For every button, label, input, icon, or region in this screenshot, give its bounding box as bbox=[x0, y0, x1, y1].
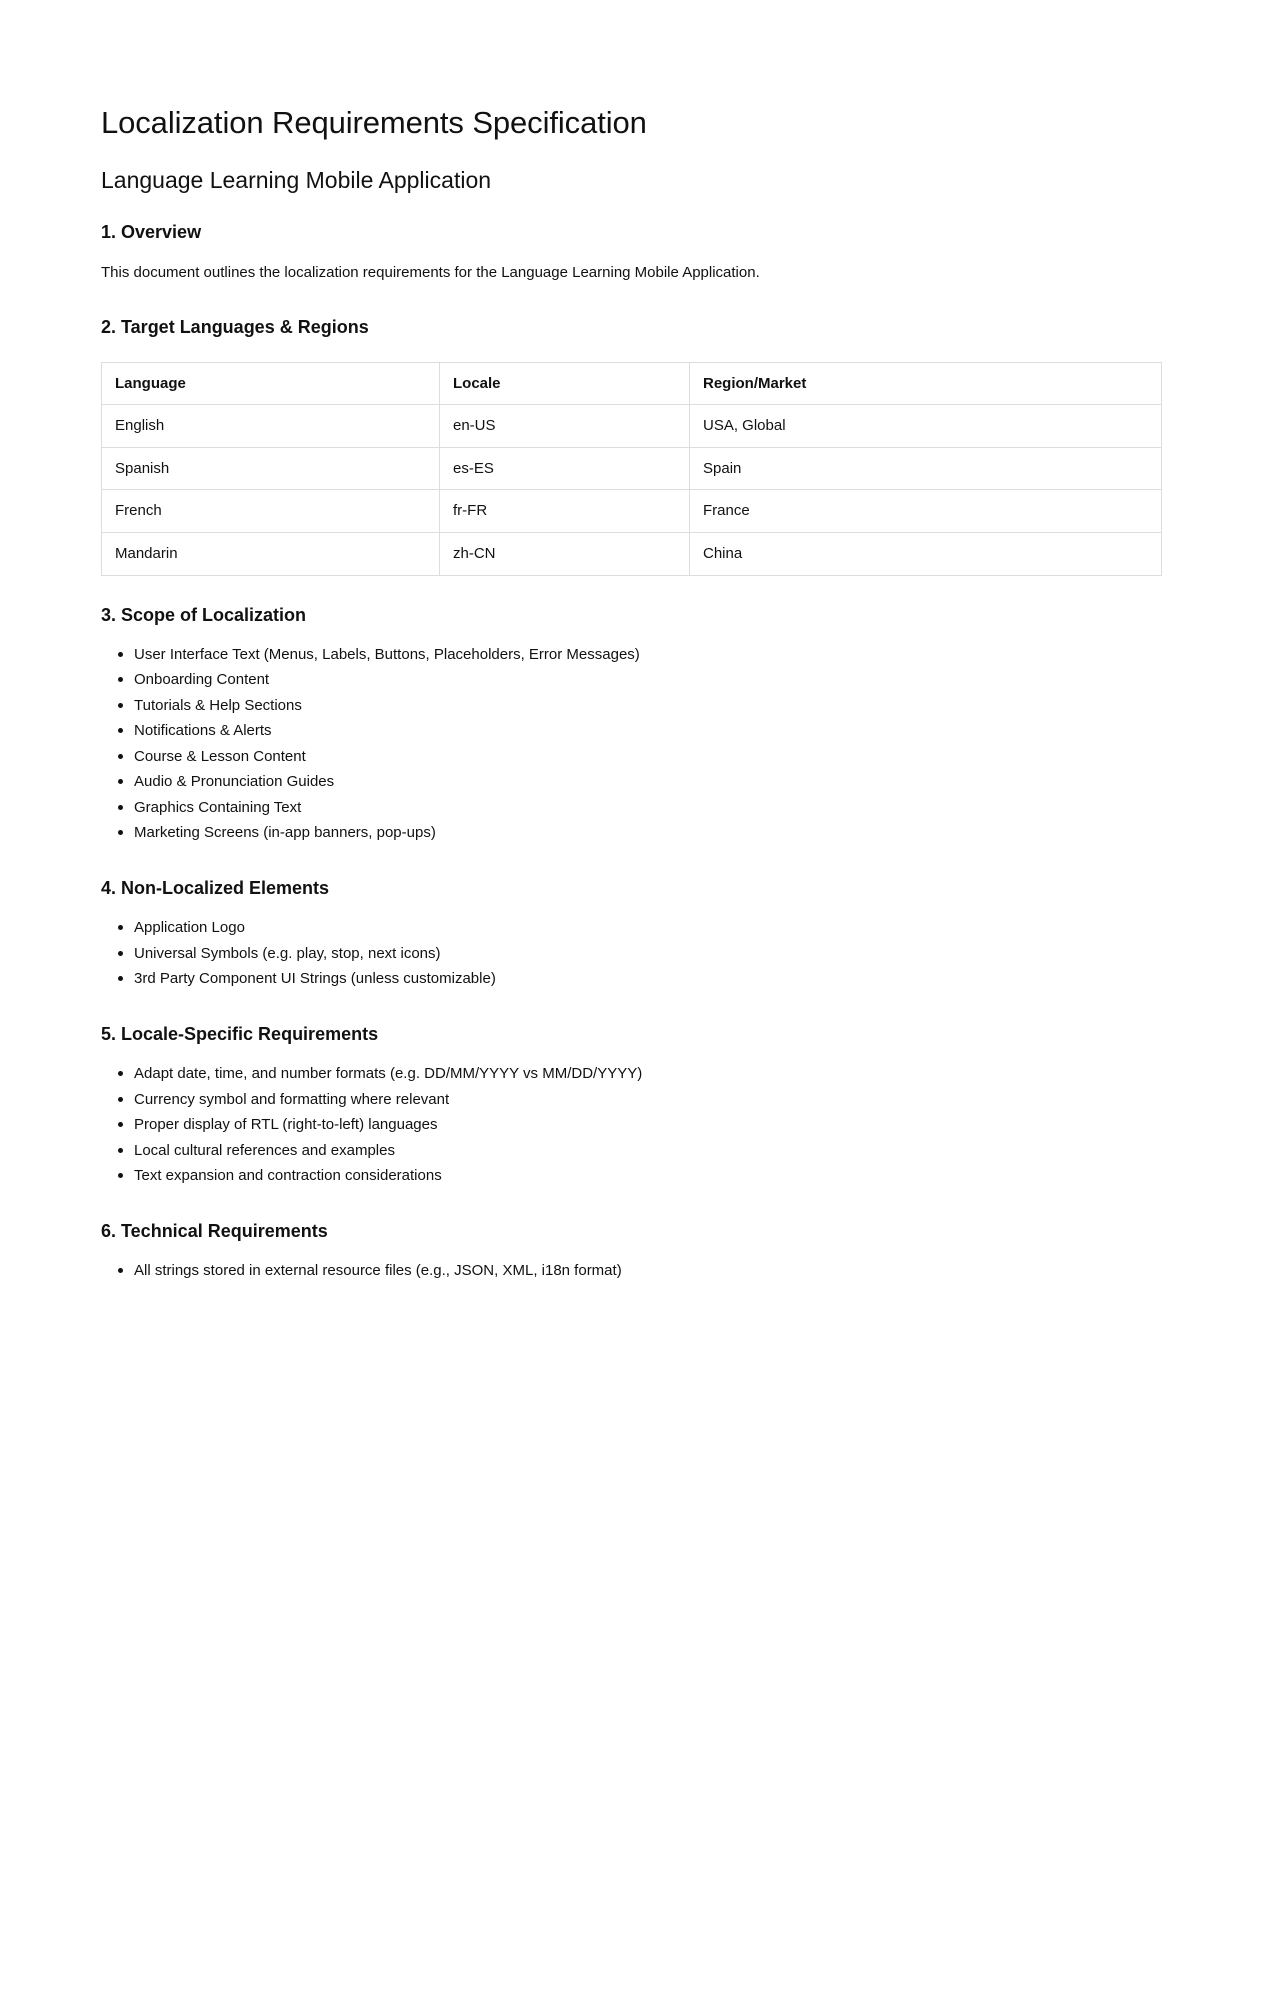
column-header-locale: Locale bbox=[440, 362, 690, 405]
cell-language: Mandarin bbox=[102, 532, 440, 575]
bullet-icon bbox=[118, 1148, 123, 1153]
section-heading: 1. Overview bbox=[101, 222, 202, 243]
list-item bbox=[134, 667, 1161, 693]
table-row bbox=[102, 405, 1162, 448]
table-row bbox=[102, 490, 1162, 533]
bullet-icon bbox=[118, 976, 123, 981]
list-item bbox=[134, 1061, 1161, 1087]
cell-language: English bbox=[102, 405, 440, 448]
list-item bbox=[134, 966, 1161, 992]
column-header-region: Region/Market bbox=[690, 362, 1162, 405]
list-item bbox=[134, 769, 1161, 795]
document-title: Localization Requirements Specification bbox=[101, 105, 647, 140]
list-item-text: 3rd Party Component UI Strings (unless customizable) bbox=[134, 970, 496, 988]
list-item-text: Application Logo bbox=[134, 919, 245, 937]
list-item-text: Tutorials & Help Sections bbox=[134, 696, 302, 714]
section-scope bbox=[101, 604, 1161, 846]
section-heading: 3. Scope of Localization bbox=[101, 604, 307, 625]
bullet-icon bbox=[118, 1268, 123, 1273]
section-heading: 6. Technical Requirements bbox=[101, 1220, 328, 1241]
cell-region: France bbox=[690, 490, 1162, 533]
column-header-language: Language bbox=[102, 362, 440, 405]
bullet-icon bbox=[118, 754, 123, 759]
list-item-text: Text expansion and contraction considerations bbox=[134, 1167, 442, 1185]
cell-locale: es-ES bbox=[440, 447, 690, 490]
list-item-text: Marketing Screens (in-app banners, pop-ups) bbox=[134, 824, 436, 842]
bullet-icon bbox=[118, 1071, 123, 1076]
table-row bbox=[102, 447, 1162, 490]
list-item-text: Onboarding Content bbox=[134, 671, 270, 689]
list-item-text: Currency symbol and formatting where relevant bbox=[134, 1090, 450, 1108]
list-item-text: All strings stored in external resource files (e.g., JSON, XML, i18n format) bbox=[134, 1262, 622, 1280]
section-target-languages bbox=[101, 316, 1161, 575]
section-non-localized bbox=[101, 877, 1161, 992]
technical-list bbox=[101, 1258, 1161, 1284]
bullet-icon bbox=[118, 677, 123, 682]
list-item bbox=[134, 642, 1161, 668]
list-item-text: Local cultural references and examples bbox=[134, 1141, 395, 1159]
list-item bbox=[134, 915, 1161, 941]
list-item-text: Course & Lesson Content bbox=[134, 747, 306, 765]
section-heading: 4. Non-Localized Elements bbox=[101, 877, 330, 898]
cell-region: Spain bbox=[690, 447, 1162, 490]
cell-language: Spanish bbox=[102, 447, 440, 490]
list-item bbox=[134, 1087, 1161, 1113]
list-item bbox=[134, 820, 1161, 846]
bullet-icon bbox=[118, 779, 123, 784]
list-item-text: Proper display of RTL (right-to-left) languages bbox=[134, 1116, 438, 1134]
non-localized-list bbox=[101, 915, 1161, 992]
overview-paragraph: This document outlines the localization requirements for the Language Learning Mobile Application. bbox=[101, 263, 760, 281]
section-heading: 2. Target Languages & Regions bbox=[101, 317, 369, 338]
bullet-icon bbox=[118, 652, 123, 657]
cell-language: French bbox=[102, 490, 440, 533]
list-item bbox=[134, 795, 1161, 821]
list-item-text: Universal Symbols (e.g. play, stop, next icons) bbox=[134, 944, 441, 962]
bullet-icon bbox=[118, 805, 123, 810]
cell-locale: fr-FR bbox=[440, 490, 690, 533]
list-item-text: Notifications & Alerts bbox=[134, 722, 272, 740]
table-row bbox=[102, 532, 1162, 575]
section-locale-specific bbox=[101, 1023, 1161, 1189]
list-item-text: Adapt date, time, and number formats (e.g. DD/MM/YYYY vs MM/DD/YYYY) bbox=[134, 1065, 643, 1083]
bullet-icon bbox=[118, 830, 123, 835]
languages-table bbox=[101, 362, 1162, 576]
bullet-icon bbox=[118, 925, 123, 930]
bullet-icon bbox=[118, 1122, 123, 1127]
scope-list bbox=[101, 642, 1161, 846]
bullet-icon bbox=[118, 951, 123, 956]
list-item-text: Audio & Pronunciation Guides bbox=[134, 773, 335, 791]
list-item bbox=[134, 1163, 1161, 1189]
list-item bbox=[134, 941, 1161, 967]
section-technical bbox=[101, 1220, 1161, 1284]
cell-locale: en-US bbox=[440, 405, 690, 448]
section-overview bbox=[101, 221, 1161, 285]
bullet-icon bbox=[118, 1173, 123, 1178]
bullet-icon bbox=[118, 703, 123, 708]
list-item bbox=[134, 693, 1161, 719]
list-item bbox=[134, 718, 1161, 744]
list-item bbox=[134, 1112, 1161, 1138]
section-heading: 5. Locale-Specific Requirements bbox=[101, 1023, 379, 1044]
table-header-row bbox=[102, 362, 1162, 405]
list-item bbox=[134, 1258, 1161, 1284]
list-item-text: Graphics Containing Text bbox=[134, 798, 302, 816]
cell-region: USA, Global bbox=[690, 405, 1162, 448]
bullet-icon bbox=[118, 728, 123, 733]
bullet-icon bbox=[118, 1097, 123, 1102]
list-item-text: User Interface Text (Menus, Labels, Buttons, Placeholders, Error Messages) bbox=[134, 645, 640, 663]
list-item bbox=[134, 744, 1161, 770]
locale-specific-list bbox=[101, 1061, 1161, 1189]
cell-region: China bbox=[690, 532, 1162, 575]
document-subtitle: Language Learning Mobile Application bbox=[101, 167, 492, 194]
cell-locale: zh-CN bbox=[440, 532, 690, 575]
list-item bbox=[134, 1138, 1161, 1164]
